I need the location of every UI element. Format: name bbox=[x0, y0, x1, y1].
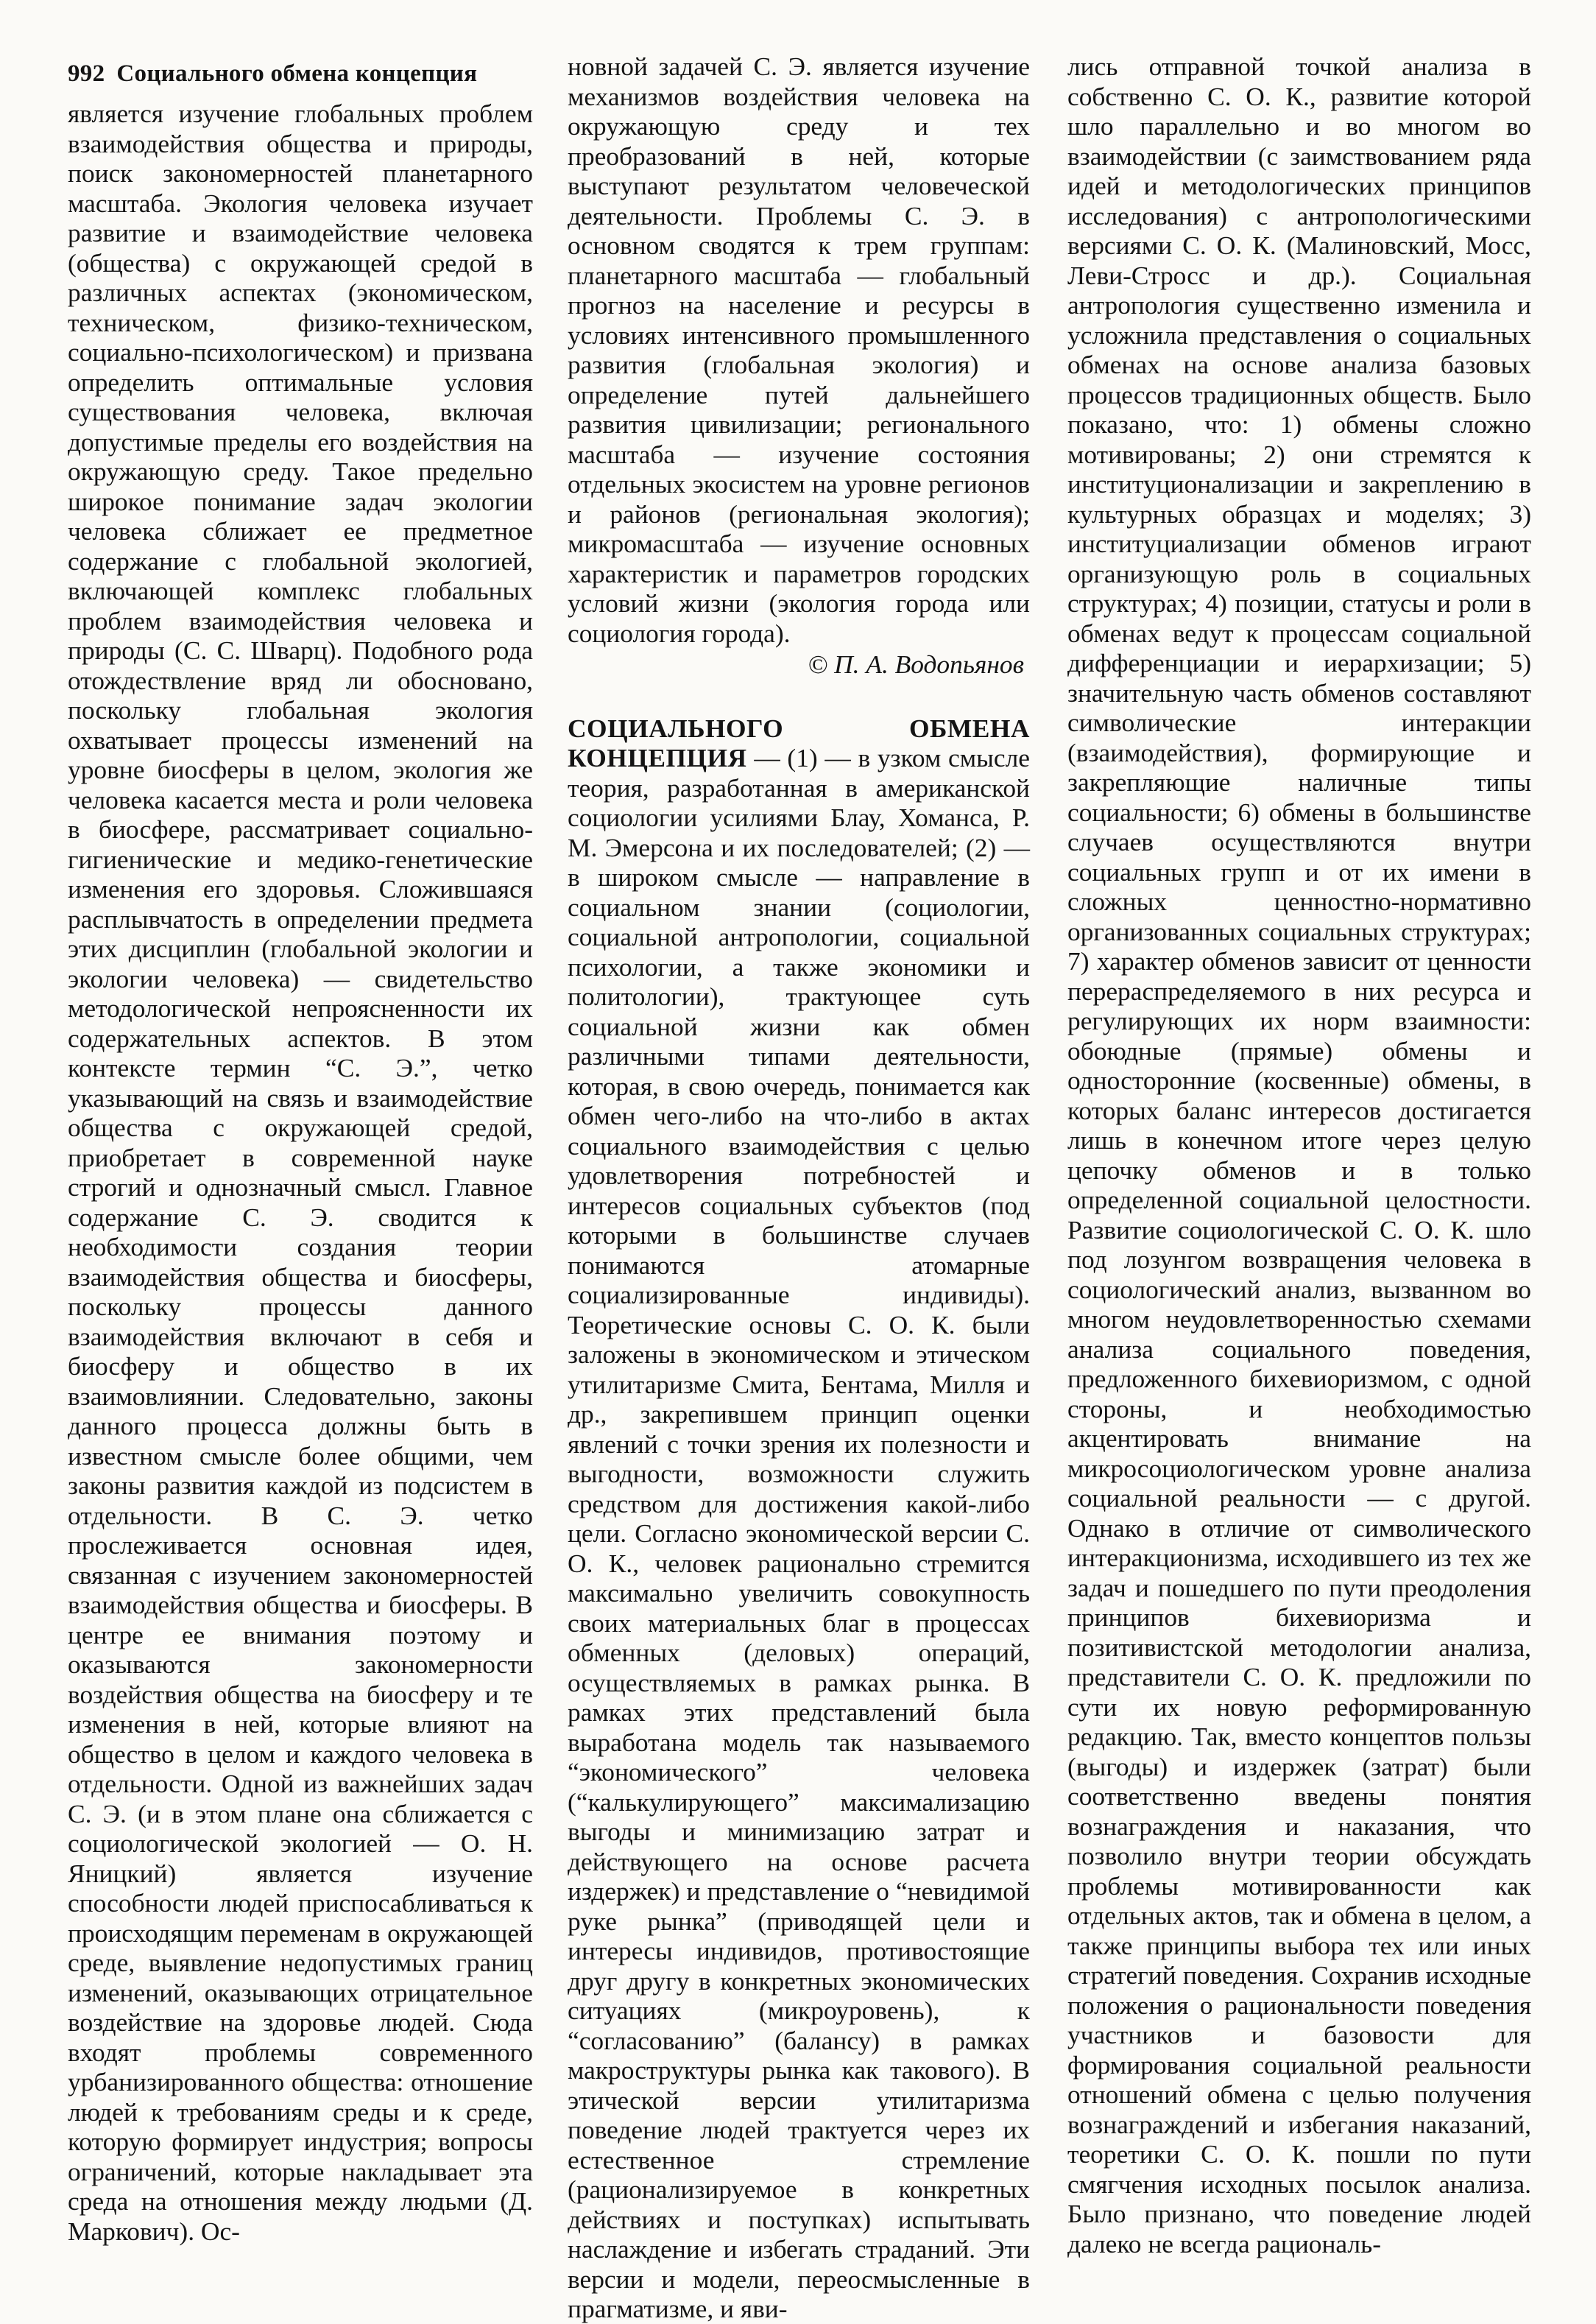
body-paragraph: новной задачей С. Э. является изучение механизмов воздействия человека на окружающую среду и тех преобразований в ней, которые выступают результатом человеческой деятельности. Проблемы С. Э. в основном сводятся к трем группам: планетарного масштаба — глобальный прогноз на население и ресурсы в условиях интенсивного промышленного развития (глобальная экология) и определение путей дальнейшего развития цивилизации; регионального масштаба — изучение состояния отдельных экосистем на уровне регионов и районов (региональная экология); микромасштаба — изучение основных характеристик и параметров городских условий жизни (экология города или социология города). bbox=[568, 52, 1030, 648]
page-number: 992 bbox=[68, 60, 105, 87]
running-header bbox=[68, 60, 477, 88]
body-paragraph: является изучение глобальных проблем взаимодействия общества и природы, поиск закономерностей планетарного масштаба. Экология человека изучает развитие и взаимодействие человека (общества) с окружающей средой в различных аспектах (экономическом, техническом, физико-техническом, социально-психологическом) и призвана определить оптимальные условия существования человека, включая допустимые пределы его воздействия на окружающую среду. Такое предельно широкое понимание задач экологии человека сближает ее предметное содержание с глобальной экологией, включающей комплекс глобальных проблем взаимодействия человека и природы (С. С. Шварц). Подобного рода отождествление вряд ли обосновано, поскольку глобальная экология охватывает процессы изменений на уровне биосферы в целом, экология же человека касается места и роли человека в биосфере, рассматривает социально-гигиенические и медико-генетические изменения его здоровья. Сложившаяся расплывчатость в определении предмета этих дисциплин (глобальной экологии и экологии человека) — свидетельство методологической непроясненности их содержательных аспектов. В этом контексте термин “С. Э.”, четко указывающий на связь и взаимодействие общества с окружающей средой, приобретает в современной науке строгий и однозначный смысл. Главное содержание С. Э. сводится к необходимости создания теории взаимодействия общества и биосферы, поскольку процессы данного взаимодействия включают в себя и биосферу и общество в их взаимовлиянии. Следовательно, законы данного процесса должны быть в известном смысле более общими, чем законы развития каждой из подсистем в отдельности. В С. Э. четко прослеживается основная идея, связанная с изучением закономерностей взаимодействия общества и биосферы. В центре ее внимания поэтому и оказываются закономерности воздействия общества на биосферу и те изменения в ней, которые влияют на общество в целом и каждого человека в отдельности. Одной из важнейших задач С. Э. (и в этом плане она сближается с социологической экологией — О. Н. Яницкий) является изучение способности людей приспосабливаться к происходящим переменам в окружающей среде, выявление недопустимых границ изменений, оказывающих отрицательное воздействие на здоровье людей. Сюда входят проблемы современного урбанизированного общества: отношение людей к требованиям среды и к среде, которую формирует индустрия; вопросы ограничений, которые накладывает эта среда на отношения между людьми (Д. Маркович). Ос- bbox=[68, 99, 533, 2246]
body-paragraph: лись отправной точкой анализа в собственно С. О. К., развитие которой шло параллельно и во многом во взаимодействии (с заимствованием ряда идей и методологических принципов исследования) с антропологическими версиями С. О. К. (Малиновский, Мосс, Леви-Стросс и др.). Социальная антропология существенно изменила и усложнила представления о социальных обменах на основе анализа базовых процессов традиционных обществ. Было показано, что: 1) обмены сложно мотивированы; 2) они стремятся к институционализации и закреплению в культурных образцах и моделях; 3) институциализации обменов играют организующую роль в социальных структурах; 4) позиции, статусы и роли в обменах ведут к процессам социальной дифференциации и иерархизации; 5) значительную часть обменов составляют символические интеракции (взаимодействия), формирующие и закрепляющие наличные типы социальности; 6) обмены в большинстве случаев осуществляются внутри социальных групп и от их имени в сложных ценностно-нормативно организованных социальных структурах; 7) характер обменов зависит от ценности перераспределяемого в них ресурса и регулирующих их норм взаимности: обоюдные (прямые) обмены и односторонние (косвенные) обмены, в которых баланс интересов достигается лишь в конечном итоге через целую цепочку обменов и в только определенной социальной целостности. Развитие социологической С. О. К. шло под лозунгом возвращения человека в социологический анализ, вызванном во многом неудовлетворенностью схемами анализа социального поведения, предложенного бихевиоризмом, с одной стороны, и необходимостью акцентировать внимание на микросоциологическом уровне анализа социальной реальности — с другой. Однако в отличие от символического интеракционизма, исходившего из тех же задач и пошедшего по пути преодоления принципов бихевиоризма и позитивистской методологии анализа, представители С. О. К. предложили по сути их новую реформированную редакцию. Так, вместо концептов пользы (выгоды) и издержек (затрат) были соответственно введены понятия вознаграждения и наказания, что позволило внутри теории обсуждать проблемы мотивированности как отдельных актов, так и обмена в целом, а также принципы выбора тех или иных стратегий поведения. Сохранив исходные положения о рациональности поведения участников и базовости для формирования социальной реальности отношений обмена с целью получения вознаграждений и избегания наказаний, теоретики С. О. К. пошли по пути смягчения исходных посылок анализа. Было признано, что поведение людей далеко не всегда рациональ- bbox=[1067, 52, 1531, 2258]
text-column-middle bbox=[568, 52, 1030, 2323]
running-title: Социального обмена концепция bbox=[116, 60, 478, 87]
text-column-left bbox=[68, 99, 533, 2264]
entry-term: СОЦИАЛЬНОГО ОБМЕНА КОНЦЕПЦИЯ bbox=[568, 713, 1030, 772]
entry-body: — (1) — в узком смысле теория, разработанная в американской социологии усилиями Блау, Хоманса, Р. М. Эмерсона и их последователей; (2) — в широком смысле — направление в социальном знании (социологии, социальной антропологии, социальной психологии, а также экономики и политологии), трактующее суть социальной жизни как обмен различными типами деятельности, которая, в свою очередь, понимается как обмен чего-либо на что-либо в актах социального взаимодействия с целью удовлетворения потребностей и интересов социальных субъектов (под которыми в большинстве случаев понимаются атомарные социализированные индивиды). Теоретические основы С. О. К. были заложены в экономическом и этическом утилитаризме Смита, Бентама, Милля и др., закрепившем принцип оценки явлений с точки зрения их полезности и выгодности, возможности служить средством для достижения какой-либо цели. Согласно экономической версии С. О. К., человек рационально стремится максимально увеличить совокупность своих материальных благ в процессах обменных (деловых) операций, осуществляемых в рамках рынка. В рамках этих представлений была выработана модель так называемого “экономического” человека (“калькулирующего” максимализацию выгоды и минимизацию затрат и действующего на основе расчета издержек) и представление о “невидимой руке рынка” (приводящей цели и интересы индивидов, противостоящие друг другу в конкретных экономических ситуациях (микроуровень), к “согласованию” (балансу) в рамках макроструктуры рынка как такового). В этической версии утилитаризма поведение людей трактуется через их естественное стремление (рационализируемое в конкретных действиях и поступках) испытывать наслаждение и избегать страданий. Эти версии и модели, переосмысленные в прагматизме, и яви- bbox=[568, 743, 1030, 2323]
author-signature: © П. А. Водопьянов bbox=[808, 649, 1024, 679]
text-column-right bbox=[1067, 52, 1531, 2264]
entry-divider bbox=[568, 680, 1030, 714]
entry-paragraph bbox=[568, 714, 1030, 2324]
